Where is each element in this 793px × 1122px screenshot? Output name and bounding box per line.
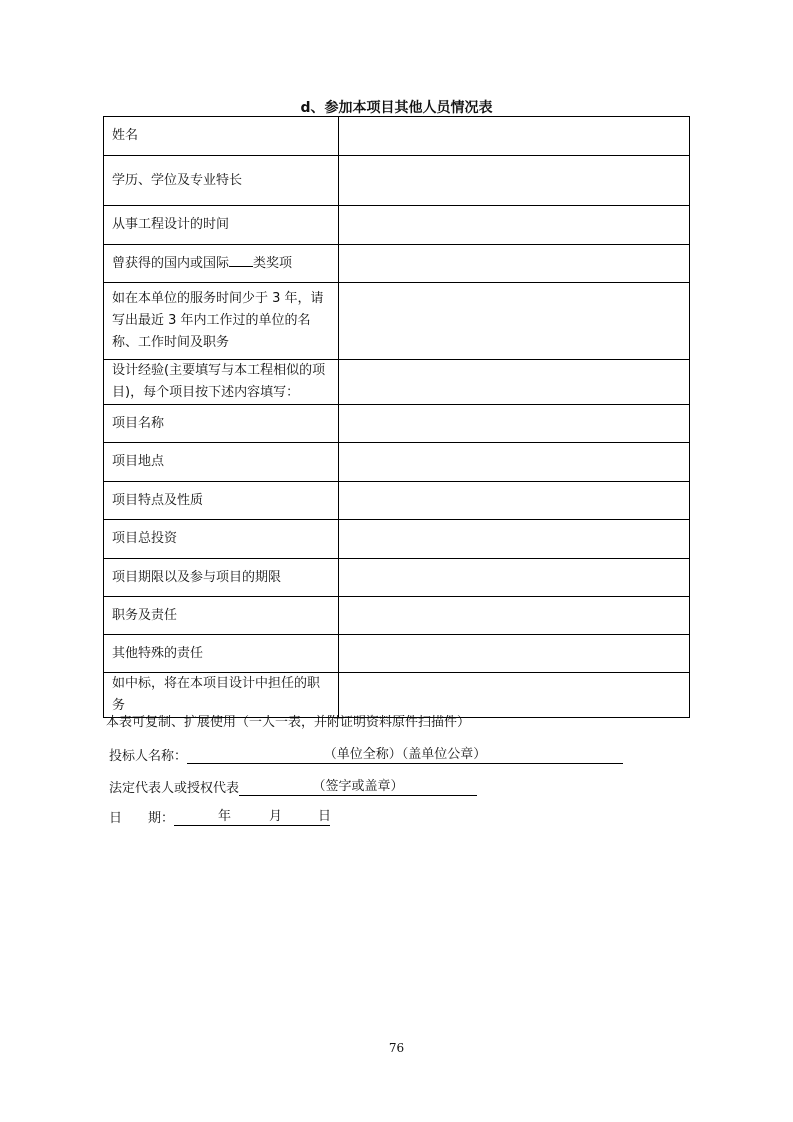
value-cell-education[interactable] [339, 156, 690, 206]
table-row [104, 360, 690, 405]
row-label-total-investment: 项目总投资 [104, 520, 339, 559]
representative-line [109, 777, 477, 796]
value-cell-project-location[interactable] [339, 443, 690, 482]
row-label-special-duties: 其他特殊的责任 [104, 635, 339, 673]
table-row [104, 635, 690, 673]
table-row [104, 117, 690, 156]
row-label-awards [104, 245, 339, 283]
row-label-project-location: 项目地点 [104, 443, 339, 482]
value-cell-design-experience[interactable] [339, 360, 690, 405]
form-title: d、参加本项目其他人员情况表 [300, 100, 493, 116]
bidder-field[interactable] [187, 746, 623, 764]
value-cell-name[interactable] [339, 117, 690, 156]
date-month: 月 [269, 809, 283, 824]
value-cell-previous-employer[interactable] [339, 283, 690, 360]
copy-note: 本表可复制、扩展使用（一人一表，并附证明资料原件扫描件） [106, 715, 471, 730]
table-row [104, 559, 690, 597]
date-field[interactable] [174, 808, 330, 826]
bidder-line [109, 745, 623, 764]
bidder-hint: （单位全称）（盖单位公章） [323, 747, 487, 762]
table-row [104, 405, 690, 443]
value-cell-special-duties[interactable] [339, 635, 690, 673]
value-cell-project-nature[interactable] [339, 482, 690, 520]
representative-hint: （签字或盖章） [312, 779, 404, 794]
value-cell-design-years[interactable] [339, 206, 690, 245]
bidder-label: 投标人名称： [109, 749, 188, 764]
table-row [104, 482, 690, 520]
value-cell-total-investment[interactable] [339, 520, 690, 559]
personnel-table [103, 116, 690, 718]
representative-field[interactable] [239, 778, 477, 796]
row-label-duties: 职务及责任 [104, 597, 339, 635]
row-label-design-experience: 设计经验(主要填写与本工程相似的项目)，每个项目按下述内容填写： [104, 360, 339, 405]
representative-label: 法定代表人或授权代表 [109, 781, 240, 796]
value-cell-project-name[interactable] [339, 405, 690, 443]
row-label-project-nature: 项目特点及性质 [104, 482, 339, 520]
awards-label-after: 类奖项 [253, 256, 293, 271]
date-year: 年 [218, 809, 232, 824]
date-line [109, 807, 330, 826]
awards-label-before: 曾获得的国内或国际 [112, 256, 230, 271]
table-row [104, 245, 690, 283]
value-cell-project-period[interactable] [339, 559, 690, 597]
table-row [104, 443, 690, 482]
value-cell-duties[interactable] [339, 597, 690, 635]
award-class-blank[interactable] [229, 252, 253, 267]
table-row [104, 520, 690, 559]
row-label-project-name: 项目名称 [104, 405, 339, 443]
table-row [104, 156, 690, 206]
row-label-planned-position: 如中标，将在本项目设计中担任的职务 [104, 673, 339, 718]
row-label-project-period: 项目期限以及参与项目的期限 [104, 559, 339, 597]
table-row [104, 283, 690, 360]
row-label-design-years: 从事工程设计的时间 [104, 206, 339, 245]
row-label-name: 姓名 [104, 117, 339, 156]
table-row [104, 597, 690, 635]
date-day: 日 [318, 809, 332, 824]
row-label-previous-employer: 如在本单位的服务时间少于 3 年，请写出最近 3 年内工作过的单位的名称、工作时间及职务 [104, 283, 339, 360]
date-label: 日 期： [109, 811, 175, 826]
table-row [104, 206, 690, 245]
row-label-education: 学历、学位及专业特长 [104, 156, 339, 206]
value-cell-awards[interactable] [339, 245, 690, 283]
page-number: 76 [388, 1041, 405, 1055]
